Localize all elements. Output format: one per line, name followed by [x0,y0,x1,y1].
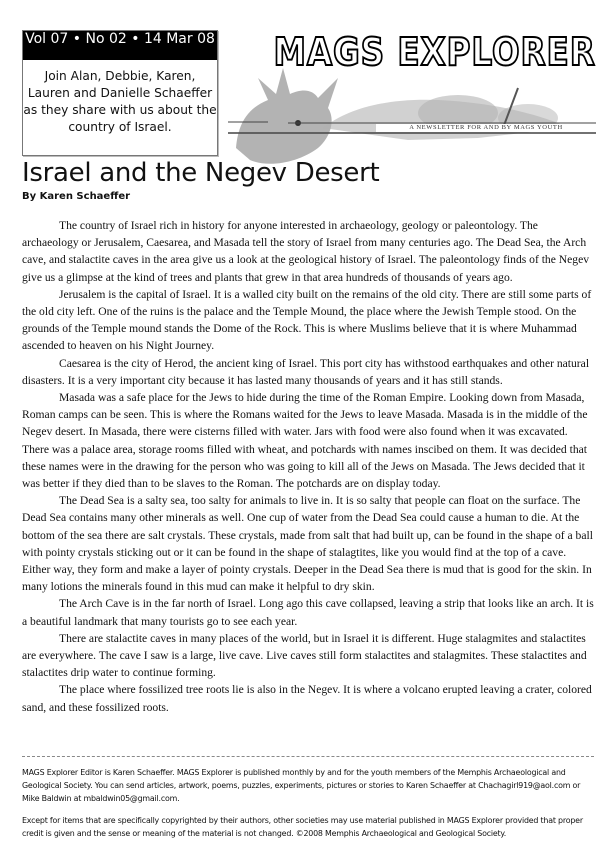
article-paragraph: There are stalactite caves in many places of the world, but in Israel it is different. Huge stalagmites and stalactites are everywhere. The cave I saw is a large, live cave. Live caves still form stalactites and stalagmites. These stalactites and stalactites drip water to continue forming. [22,631,587,680]
masthead-logo [228,28,596,178]
article-paragraph: Masada was a safe place for the Jews to hide during the time of the Roman Empire. Looking down from Masada, Roman camps can be seen. This is where the Romans waited for the Jews to leave Masada. Masada is in the middle of the Negev desert. In Masada, there were cisterns filled with water. Jars with food were also found when it was excavated. There was a palace area, storage rooms filled with wheat, and potchards with names inscibed on them. It was decided that these names were in the drawing for the person who was going to kill all of the Jews on Masada. The Jews decided that it was better if they died than to be slaves to the Roman. The potchards are on display today. [22,391,588,491]
editor-note: MAGS Explorer Editor is Karen Schaeffer. MAGS Explorer is published monthly by and for the youth members of the Memphis Archaeological and Geological Society. You can send articles, artwork, poems, puzzles, experiments, pictures or stories to Karen Schaeffer at Chachagirl919@aol.com or Mike Baldwin at mbaldwin05@gmail.com. [22,767,581,803]
article-paragraph: Caesarea is the city of Herod, the ancient king of Israel. This port city has withstood earthquakes and other natural disasters. It is a very important city because it has lasted many thousands of years and it has still stands. [22,356,590,387]
issue-info-box [22,30,218,156]
article-body [22,217,596,716]
issue-blurb: Join Alan, Debbie, Karen, Lauren and Danielle Schaeffer as they share with us about the country of Israel. [23,69,217,134]
article-paragraph: The country of Israel rich in history for anyone interested in archaeology, geology or paleontology. The archaeology or Jerusalem, Caesarea, and Masada tell the story of Israel from many centuries ago. The Dead Sea, the Arch cave, and stalactite caves in the area give us a look at the geological history of Israel. The paleontology finds of the Negev give us a glimpse at the kind of trees and plants that grew in that area hundreds of thousands of years ago. [22,219,590,284]
copyright-note: Except for items that are specifically copyrighted by their authors, other societies may use material published in MAGS Explorer provided that proper credit is given and the sense or meaning of the material is not changed. ©2008 Memphis Archaeological and Geological Society. [22,815,583,838]
article-container [22,158,596,849]
issue-volume-line: Vol 07 • No 02 • 14 Mar 08 [23,31,217,60]
logo-text: MAGS EXPLORER [273,30,596,74]
article-paragraph: The place where fossilized tree roots lie is also in the Negev. It is where a volcano erupted leaving a crater, colored sand, and these fossilized roots. [22,683,592,714]
footer [22,766,596,840]
article-paragraph: Jerusalem is the capital of Israel. It is a walled city built on the remains of the old city. There are still some parts of the old city left. One of the ruins is the palace and the Temple Mound, the place where the Jewish Temple stood. On the grounds of the Temple mound stands the Dome of the Rock. This is where Muslims believe that it is where Muhammad ascended to heaven on his Night Journey. [22,287,592,353]
tagline: A NEWSLETTER FOR AND BY MAGS YOUTH [376,124,596,132]
article-paragraph: The Arch Cave is in the far north of Israel. Long ago this cave collapsed, leaving a strip that looks like an arch. It is a beautiful landmark that many tourists go to see each year. [22,597,594,628]
article-paragraph: The Dead Sea is a salty sea, too salty for animals to live in. It is so salty that people can float on the surface. The Dead Sea contains many other minerals as well. One cup of water from the Dead Sea could cause a human to die. At the bottom of the sea there are salt crystals. These crystals, made from salt that had built up, can be found in the shape of a ball with pointy crystals sticking out or it can be found in the shape of stalagtites, like you would find at the top of a cave. Either way, they form and make a layer of pointy crystals. Deeper in the Dead Sea there is mud that is good for the skin. In many lotions the minerals found in this mud can make it helpful to dry skin. [22,494,593,594]
footer-divider [22,756,594,757]
article-title: Israel and the Negev Desert [22,158,380,188]
article-byline: By Karen Schaeffer [22,191,131,202]
